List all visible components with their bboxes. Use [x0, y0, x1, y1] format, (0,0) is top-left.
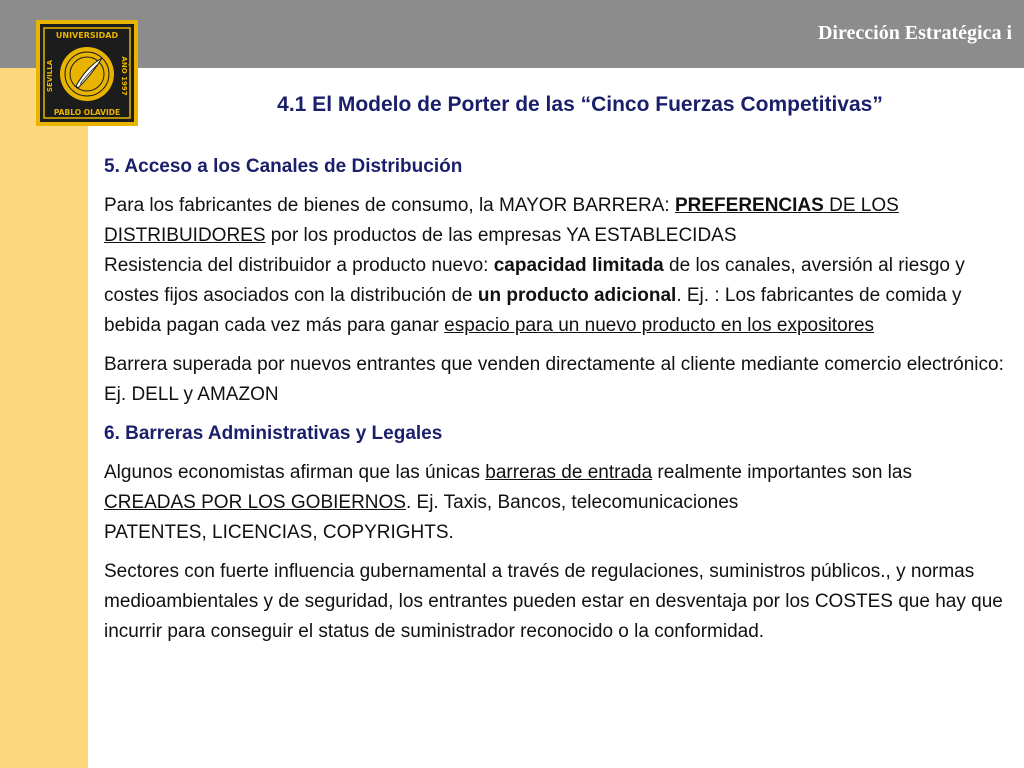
- emphasis-espacio: espacio para un nuevo producto en los expositores: [444, 315, 875, 336]
- section-6-heading: 6. Barreras Administrativas y Legales: [104, 423, 443, 444]
- university-logo: [36, 20, 138, 126]
- section-6-paragraph-1: Algunos economistas afirman que las únicas barreras de entrada realmente importantes son las CREADAS POR LOS GOBIERNOS. Ej. Taxis, Bancos, telecomunicaciones: [104, 462, 912, 513]
- section-5-paragraph-2: Resistencia del distribuidor a producto nuevo: capacidad limitada de los canales, aversión al riesgo y costes fijos asociados con la distribución de un producto adicional. Ej. : Los fabricantes de comida y bebida pagan cada vez más para ganar espacio para un nuevo producto en los expositores: [104, 255, 965, 336]
- logo-left-text: SEVILLA: [46, 59, 54, 93]
- emphasis-producto: un producto adicional: [477, 285, 677, 306]
- slide-title: 4.1 El Modelo de Porter de las “Cinco Fuerzas Competitivas”: [277, 93, 883, 116]
- emphasis-capacidad: capacidad limitada: [493, 255, 664, 276]
- section-5-paragraph-3: Barrera superada por nuevos entrantes que venden directamente al cliente mediante comercio electrónico: Ej. DELL y AMAZON: [104, 354, 1004, 405]
- emphasis-gobiernos: CREADAS POR LOS GOBIERNOS: [104, 492, 406, 513]
- logo-right-text: AÑO 1997: [120, 56, 128, 96]
- emphasis-preferencias: PREFERENCIAS: [674, 195, 824, 216]
- logo-top-text: UNIVERSIDAD: [55, 31, 119, 40]
- course-title: Dirección Estratégica i: [817, 22, 1012, 44]
- header-bar: [0, 0, 1024, 68]
- section-6-paragraph-2: PATENTES, LICENCIAS, COPYRIGHTS.: [104, 522, 454, 543]
- logo-bottom-text: PABLO OLAVIDE: [53, 108, 121, 117]
- emphasis-barreras: barreras de entrada: [485, 462, 653, 483]
- slide-body: [104, 152, 1004, 656]
- section-6-paragraph-3: Sectores con fuerte influencia gubernamental a través de regulaciones, suministros públicos., y normas medioambientales y de seguridad, los entrantes pueden estar en desventaja por los COSTES que hay que incurrir para conseguir el status de suministrador reconocido o la conformidad.: [104, 561, 1003, 642]
- section-5-paragraph-1: Para los fabricantes de bienes de consumo, la MAYOR BARRERA: PREFERENCIAS DE LOS DISTRIBUIDORES por los productos de las empresas YA ESTABLECIDAS: [104, 195, 899, 246]
- section-5-heading: 5. Acceso a los Canales de Distribución: [104, 156, 463, 177]
